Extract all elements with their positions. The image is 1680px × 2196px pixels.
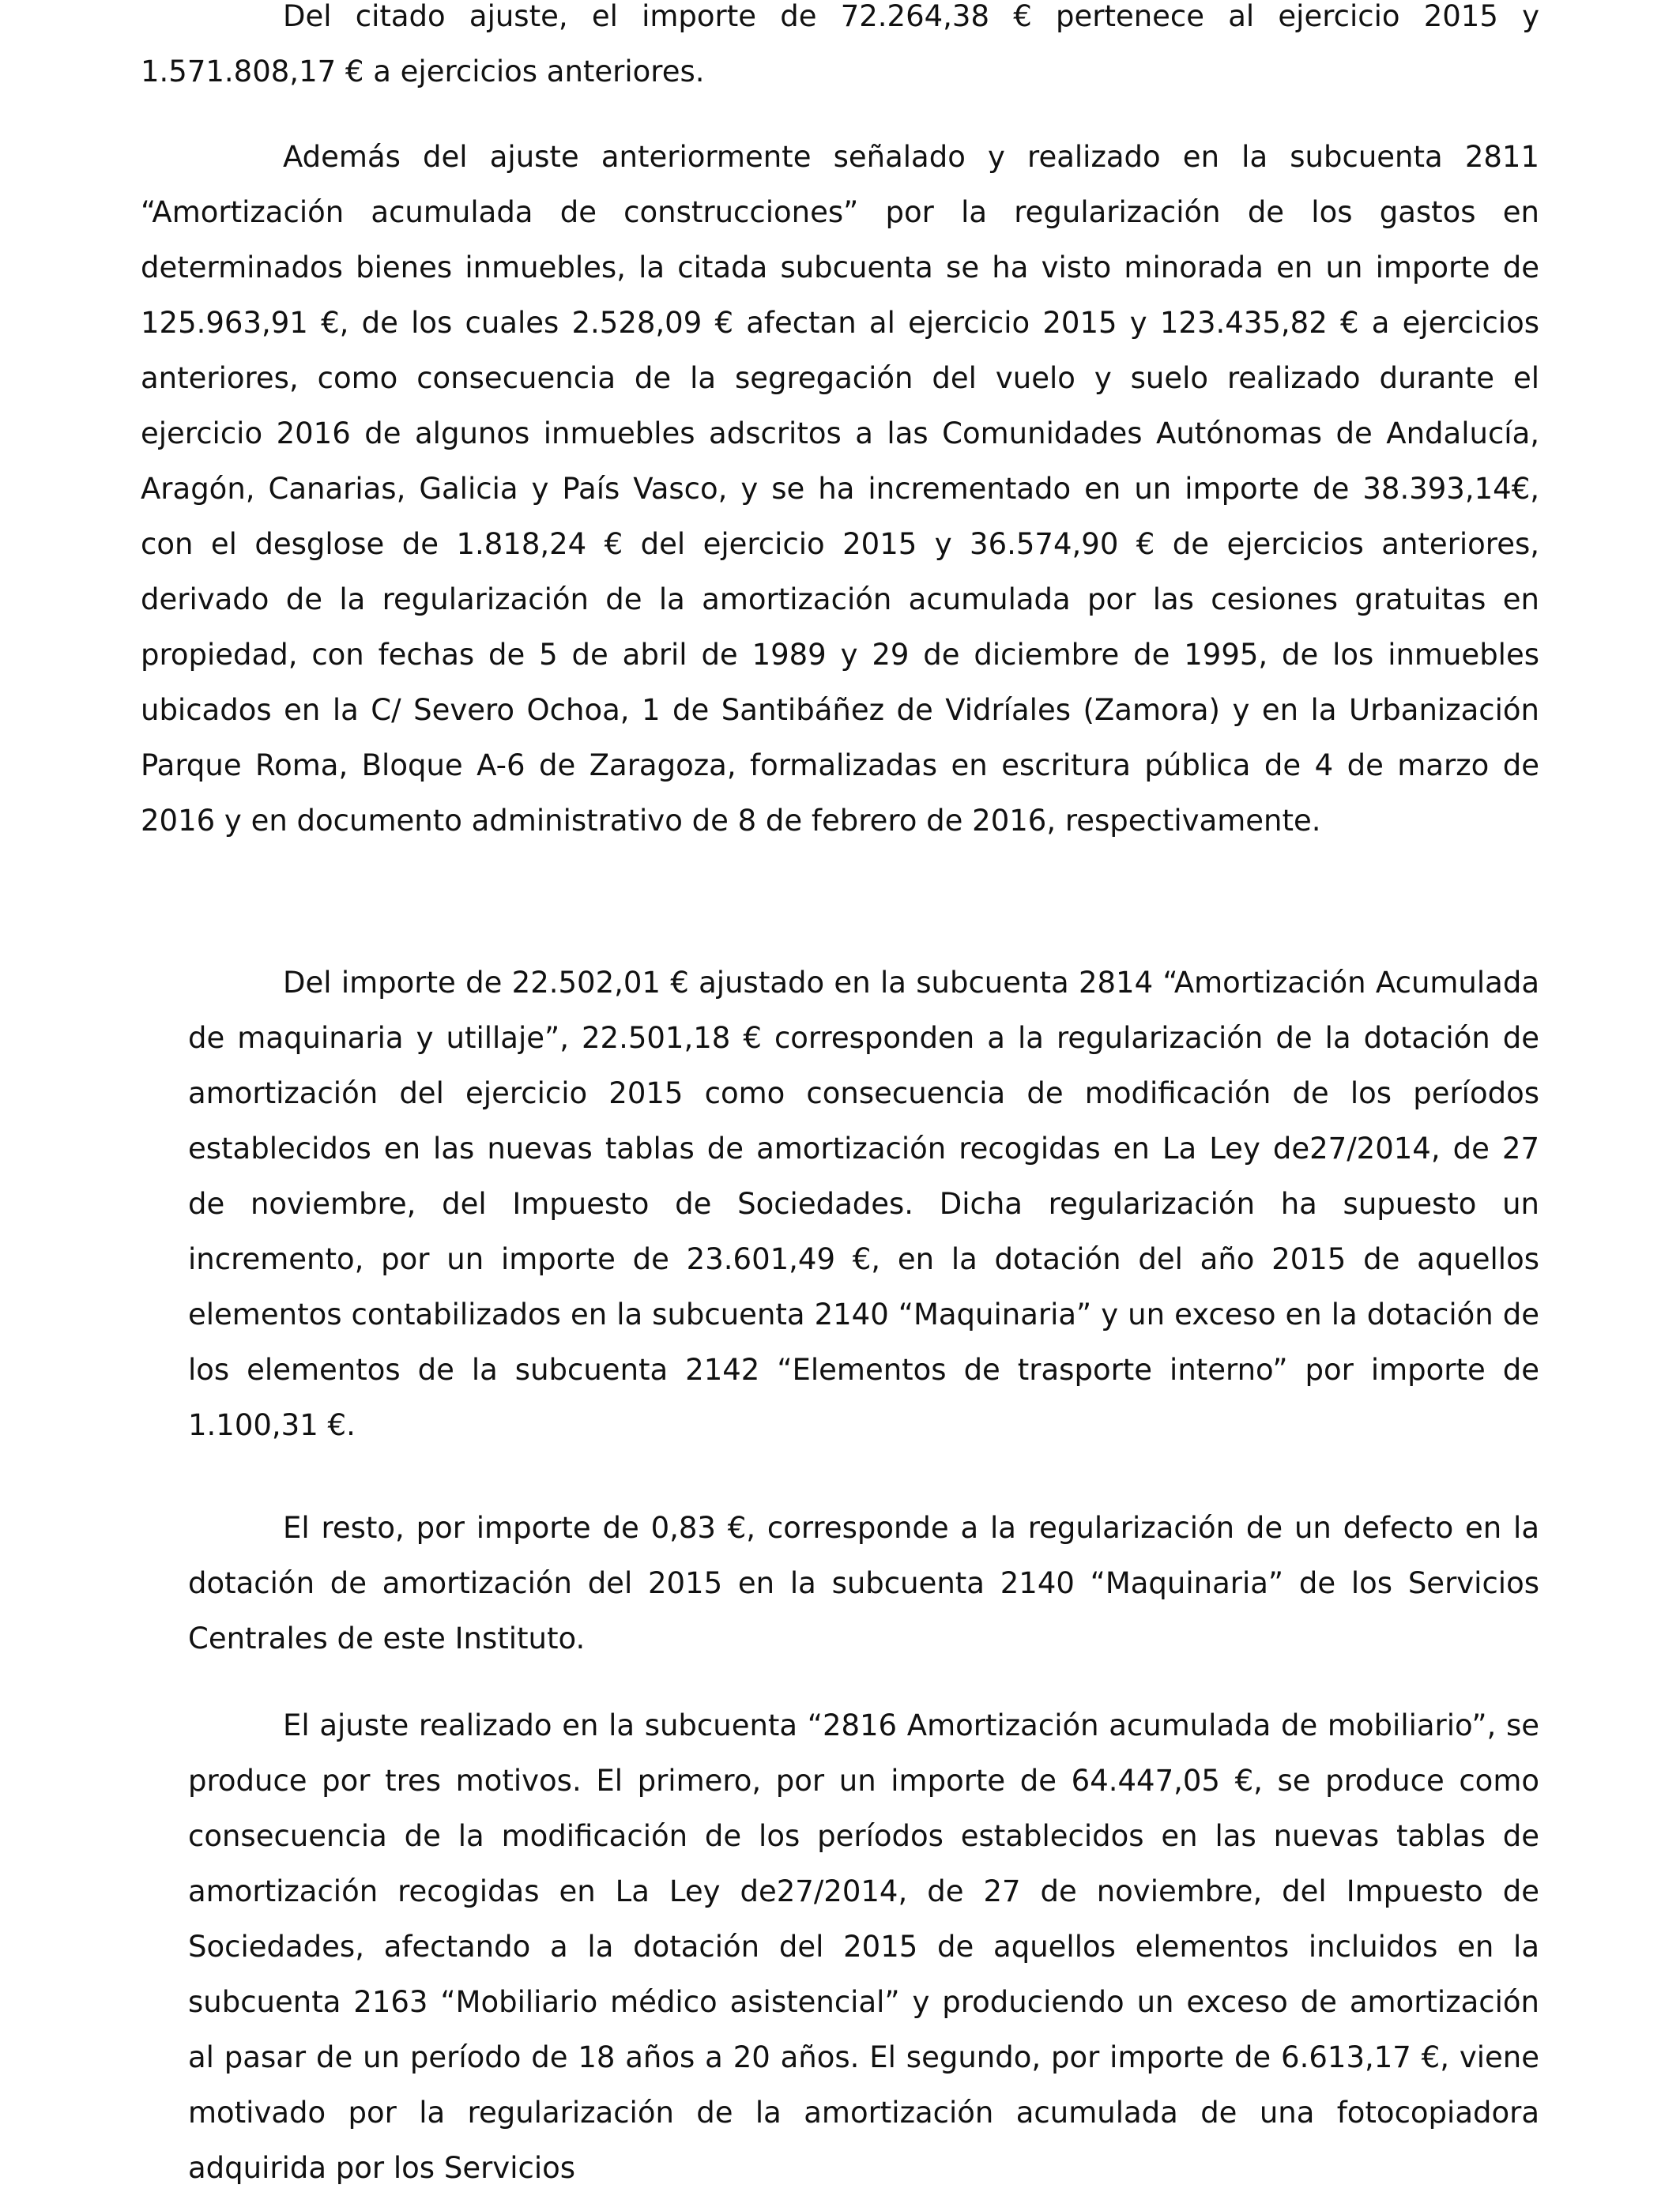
- paragraph-1: Del citado ajuste, el importe de 72.264,38 € pertenece al ejercicio 2015 y 1.571.808,17 € a ejercicios anteriores.: [141, 0, 1539, 89]
- paragraph-2: Además del ajuste anteriormente señalado y realizado en la subcuenta 2811 “Amortización acumulada de construcciones” por la regularización de los gastos en determinados bienes inmuebles, la citada subcuenta se ha visto minorada en un importe de 125.963,91 €, de los cuales 2.528,09 € afectan al ejercicio 2015 y 123.435,82 € a ejercicios anteriores, como consecuencia de la segregación del vuelo y suelo realizado durante el ejercicio 2016 de algunos inmuebles adscritos a las Comunidades Autónomas de Andalucía, Aragón, Canarias, Galicia y País Vasco, y se ha incrementado en un importe de 38.393,14€, con el desglose de 1.818,24 € del ejercicio 2015 y 36.574,90 € de ejercicios anteriores, derivado de la regularización de la amortización acumulada por las cesiones gratuitas en propiedad, con fechas de 5 de abril de 1989 y 29 de diciembre de 1995, de los inmuebles ubicados en la C/ Severo Ochoa, 1 de Santibáñez de Vidríales (Zamora) y en la Urbanización Parque Roma, Bloque A-6 de Zaragoza, formalizadas en escritura pública de 4 de marzo de 2016 y en documento administrativo de 8 de febrero de 2016, respectivamente.: [141, 140, 1539, 838]
- paragraph-5: El ajuste realizado en la subcuenta “2816 Amortización acumulada de mobiliario”, se produce por tres motivos. El primero, por un importe de 64.447,05 €, se produce como consecuencia de la modificación de los períodos establecidos en las nuevas tablas de amortización recogidas en La Ley de27/2014, de 27 de noviembre, del Impuesto de Sociedades, afectando a la dotación del 2015 de aquellos elementos incluidos en la subcuenta 2163 “Mobiliario médico asistencial” y produciendo un exceso de amortización al pasar de un período de 18 años a 20 años. El segundo, por importe de 6.613,17 €, viene motivado por la regularización de la amortización acumulada de una fotocopiadora adquirida por los Servicios: [188, 1708, 1539, 2185]
- paragraph-4: El resto, por importe de 0,83 €, corresponde a la regularización de un defecto en la dotación de amortización del 2015 en la subcuenta 2140 “Maquinaria” de los Servicios Centrales de este Instituto.: [188, 1511, 1539, 1655]
- paragraph-3: Del importe de 22.502,01 € ajustado en la subcuenta 2814 “Amortización Acumulada de maquinaria y utillaje”, 22.501,18 € corresponden a la regularización de la dotación de amortización del ejercicio 2015 como consecuencia de modificación de los períodos establecidos en las nuevas tablas de amortización recogidas en La Ley de27/2014, de 27 de noviembre, del Impuesto de Sociedades. Dicha regularización ha supuesto un incremento, por un importe de 23.601,49 €, en la dotación del año 2015 de aquellos elementos contabilizados en la subcuenta 2140 “Maquinaria” y un exceso en la dotación de los elementos de la subcuenta 2142 “Elementos de trasporte interno” por importe de 1.100,31 €.: [188, 966, 1539, 1442]
